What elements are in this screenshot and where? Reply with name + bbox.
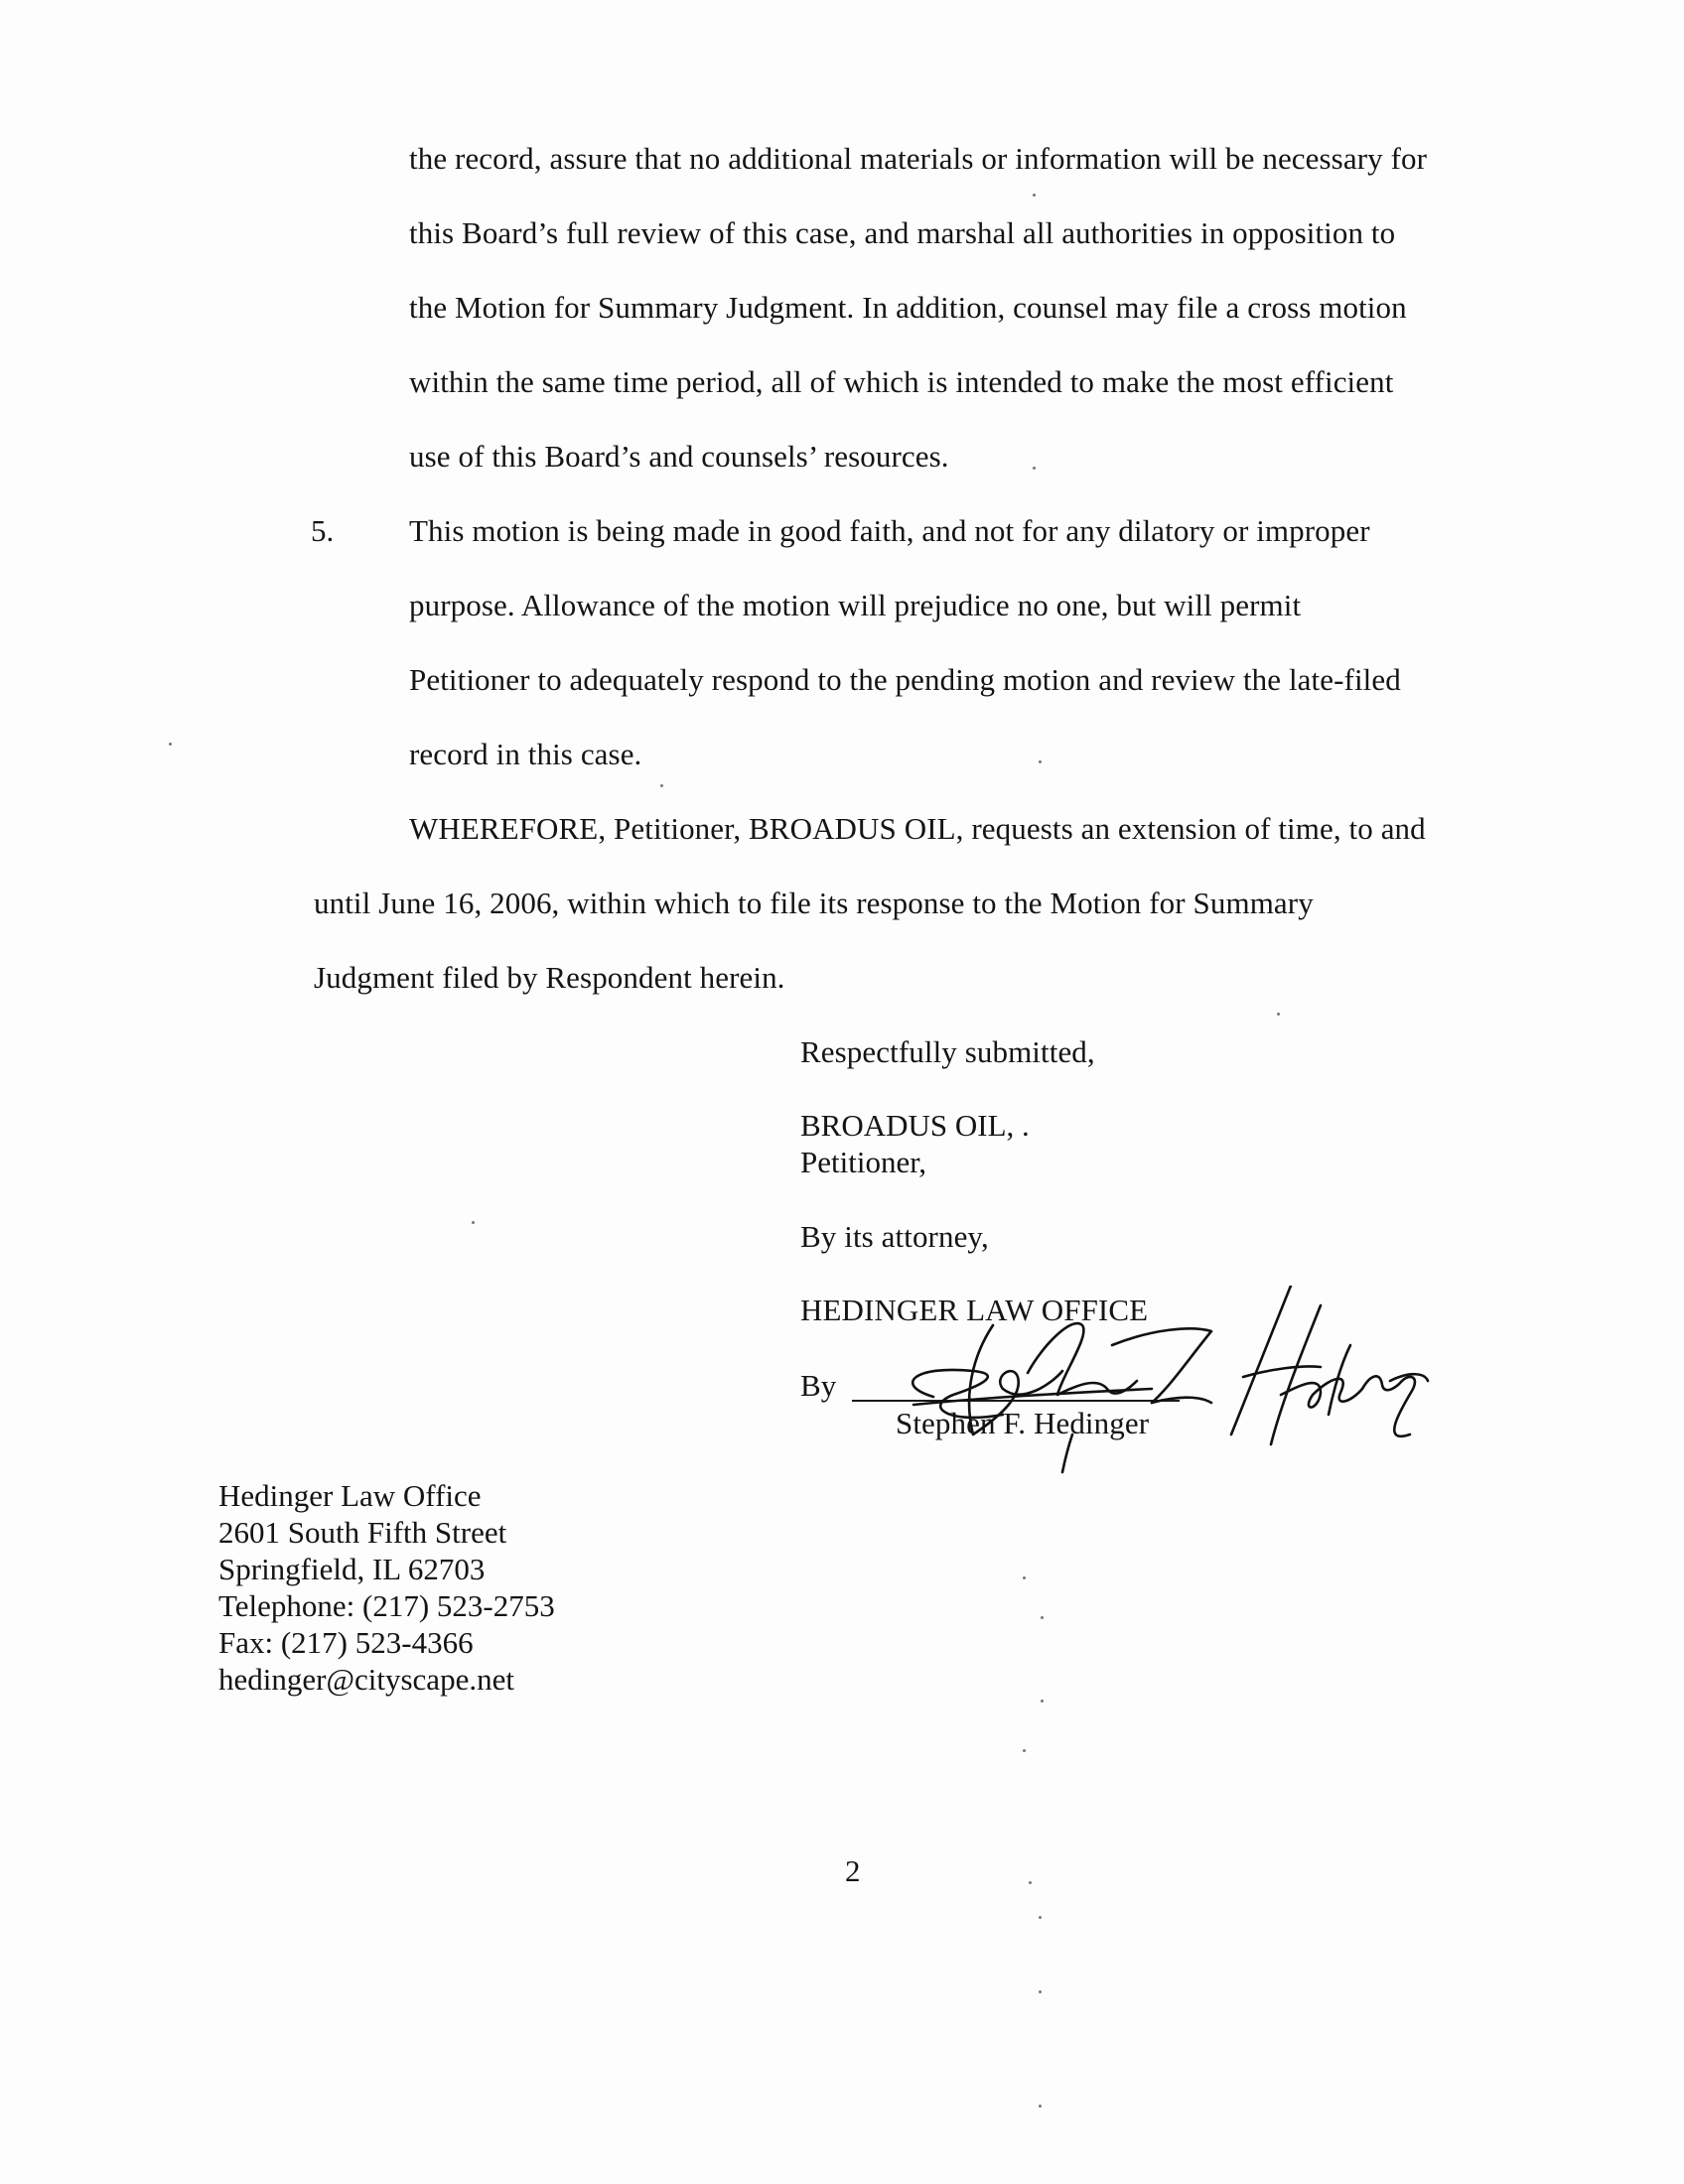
text-line: the Motion for Summary Judgment. In addition, counsel may file a cross motion bbox=[409, 290, 1407, 325]
respectfully-submitted: Respectfully submitted, bbox=[800, 1034, 1095, 1069]
scan-speck bbox=[1039, 2105, 1042, 2108]
scan-speck bbox=[472, 1221, 475, 1224]
by-its-attorney: By its attorney, bbox=[800, 1219, 989, 1254]
scan-speck bbox=[169, 743, 172, 746]
text-line: Petitioner to adequately respond to the pending motion and review the late-filed bbox=[409, 662, 1401, 697]
text-line: the record, assure that no additional materials or information will be necessary for bbox=[409, 141, 1428, 176]
address-line: Hedinger Law Office bbox=[218, 1478, 482, 1513]
text-line: this Board’s full review of this case, and marshal all authorities in opposition to bbox=[409, 215, 1396, 250]
scan-speck bbox=[1033, 467, 1036, 470]
firm-name: HEDINGER LAW OFFICE bbox=[800, 1293, 1149, 1327]
text-line: purpose. Allowance of the motion will prejudice no one, but will permit bbox=[409, 588, 1302, 622]
address-line: Telephone: (217) 523-2753 bbox=[218, 1588, 555, 1623]
text-line: This motion is being made in good faith, and not for any dilatory or improper bbox=[409, 513, 1370, 548]
text-line: Judgment filed by Respondent herein. bbox=[314, 960, 785, 995]
address-line: Springfield, IL 62703 bbox=[218, 1552, 486, 1586]
scan-speck bbox=[1039, 1916, 1042, 1919]
text-line: use of this Board’s and counsels’ resources. bbox=[409, 439, 949, 474]
handwritten-signature bbox=[854, 1286, 1430, 1474]
paragraph-number: 5. bbox=[311, 513, 335, 548]
scan-speck bbox=[1023, 1749, 1026, 1752]
page-number: 2 bbox=[845, 1853, 861, 1888]
scan-speck bbox=[660, 784, 663, 787]
party-name: BROADUS OIL, . bbox=[800, 1108, 1030, 1143]
scan-speck bbox=[1041, 1616, 1044, 1619]
text-line: WHEREFORE, Petitioner, BROADUS OIL, requests an extension of time, to and bbox=[409, 811, 1426, 846]
text-line: until June 16, 2006, within which to file its response to the Motion for Summary bbox=[314, 886, 1314, 920]
text-line: record in this case. bbox=[409, 737, 642, 771]
address-line: Fax: (217) 523-4366 bbox=[218, 1625, 474, 1660]
scan-speck bbox=[1277, 1013, 1280, 1016]
email-line: hedinger@cityscape.net bbox=[218, 1662, 514, 1697]
signer-name: Stephen F. Hedinger bbox=[896, 1406, 1150, 1440]
scan-speck bbox=[1029, 1881, 1032, 1884]
scan-speck bbox=[1041, 1700, 1044, 1703]
scan-speck bbox=[1033, 194, 1036, 197]
scan-speck bbox=[1039, 1990, 1042, 1993]
scan-speck bbox=[1023, 1576, 1026, 1579]
party-role: Petitioner, bbox=[800, 1145, 927, 1179]
text-line: within the same time period, all of which is intended to make the most efficient bbox=[409, 364, 1394, 399]
address-line: 2601 South Fifth Street bbox=[218, 1515, 507, 1550]
by-label: By bbox=[800, 1368, 837, 1403]
scan-speck bbox=[1039, 760, 1042, 763]
